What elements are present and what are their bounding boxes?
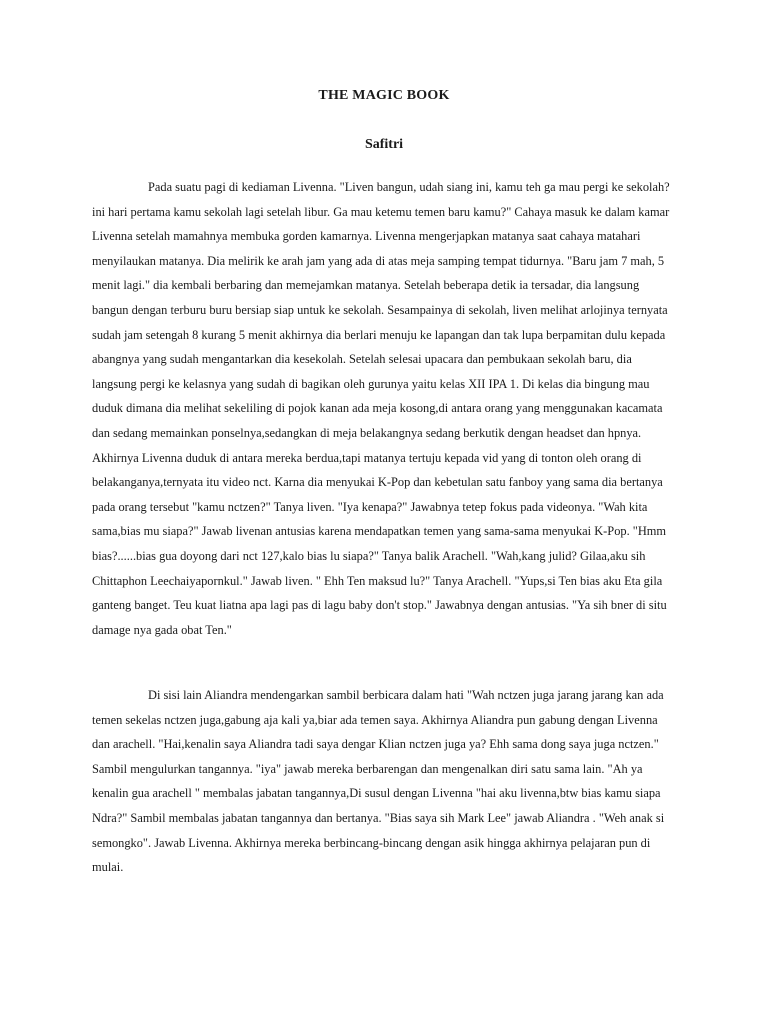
document-title: THE MAGIC BOOK: [318, 88, 450, 103]
paragraph-line: Ndra?" Sambil membalas jabatan tangannya dan bertanya. "Bias saya sih Mark Lee" jawab Aliandra . "Weh anak si: [92, 810, 665, 825]
paragraph-line: menyilaukan matanya. Dia melirik ke arah jam yang ada di atas meja samping tempat tidurnya. "Baru jam 7 mah, 5: [92, 253, 665, 268]
paragraph-line: menit lagi." dia kembali berbaring dan memejamkan matanya. Setelah beberapa detik ia tersadar, dia langsung: [92, 278, 640, 293]
document-author: Safitri: [364, 137, 404, 152]
paragraph-line: belakanganya,ternyata itu video nct. Karna dia menyukai K-Pop dan kebetulan satu fanboy yang sama dia bertanya: [92, 475, 663, 490]
paragraph-line: Sambil mengulurkan tangannya. "iya" jawab mereka berbarengan dan mengenalkan diri satu sama lain. "Ah ya: [92, 761, 643, 776]
paragraph-line: mulai.: [92, 860, 124, 875]
paragraph-line: pada orang tersebut "kamu nctzen?" Tanya liven. "Iya kenapa?" Jawabnya tetep fokus pada videonya. "Wah kita: [92, 499, 648, 514]
paragraph-line: sama,bias mu siapa?" Jawab livenan antusias karena mendapatkan temen yang sama-sama menyukai K-Pop. "Hmm: [92, 524, 667, 539]
paragraph-1: [92, 175, 672, 642]
paragraph-line: duduk dimana dia melihat sekeliling di pojok kanan ada meja kosong,di antara orang yang menggunakan kacamata: [92, 401, 663, 416]
paragraph-line: bangun dengan terburu buru bersiap siap untuk ke sekolah. Sesampainya di sekolah, liven melihat arlojinya ternyata: [92, 302, 668, 317]
paragraph-line: semongko". Jawab Livenna. Akhirnya mereka berbincang-bincang dengan asik hingga akhirnya pelajaran pun di: [92, 835, 651, 850]
paragraph-line: dan sedang memainkan ponselnya,sedangkan di meja belakangnya sedang berkutik dengan headset dan hpnya.: [92, 425, 642, 440]
paragraph-line: ganteng banget. Teu kuat liatna apa lagi pas di lagu baby don't stop." Jawabnya dengan antusias. "Ya sih bner di situ: [92, 598, 667, 613]
paragraph-line: bias?......bias gua doyong dari nct 127,kalo bias lu siapa?" Tanya balik Arachell. "Wah,kang julid? Gilaa,aku sih: [92, 548, 646, 563]
paragraph-line: temen sekelas nctzen juga,gabung aja kali ya,biar ada temen saya. Akhirnya Aliandra pun gabung dengan Livenna: [92, 712, 658, 727]
paragraph-line: Livenna setelah mamahnya membuka gorden kamarnya. Livenna mengerjapkan matanya saat cahaya matahari: [92, 229, 641, 244]
paragraph-line: damage nya gada obat Ten.": [92, 622, 232, 637]
paragraph-line: abangnya yang sudah mengantarkan dia kesekolah. Setelah selesai upacara dan pembukaan sekolah baru, dia: [92, 352, 632, 367]
paragraph-line: Di sisi lain Aliandra mendengarkan sambil berbicara dalam hati "Wah nctzen juga jarang jarang kan ada: [148, 688, 664, 702]
paragraph-line: Akhirnya Livenna duduk di antara mereka berdua,tapi matanya tertuju kepada vid yang di tonton oleh orang di: [92, 450, 642, 465]
paragraph-line: Pada suatu pagi di kediaman Livenna. "Liven bangun, udah siang ini, kamu teh ga mau pergi ke sekolah?: [148, 180, 670, 194]
paragraph-line: kenalin gua arachell " membalas jabatan tangannya,Di susul dengan Livenna "hai aku livenna,btw bias kamu siapa: [92, 786, 661, 801]
paragraph-2: [92, 683, 672, 880]
paragraph-line: langsung pergi ke kelasnya yang sudah di bagikan oleh gurunya yaitu kelas XII IPA 1. Di kelas dia bingung mau: [92, 376, 650, 391]
paragraph-line: ini hari pertama kamu sekolah lagi setelah libur. Ga mau ketemu temen baru kamu?" Cahaya masuk ke dalam kamar: [92, 204, 670, 219]
paragraph-line: Chittaphon Leechaiyapornkul." Jawab liven. " Ehh Ten maksud lu?" Tanya Arachell. "Yups,si Ten bias aku Eta gila: [92, 573, 663, 588]
paragraph-line: sudah jam setengah 8 kurang 5 menit akhirnya dia berlari menuju ke lapangan dan tak lupa berpamitan dulu kepada: [92, 327, 666, 342]
paragraph-line: dan arachell. "Hai,kenalin saya Aliandra tadi saya dengar Klian nctzen juga ya? Ehh sama dong saya juga nctzen.": [92, 737, 659, 752]
